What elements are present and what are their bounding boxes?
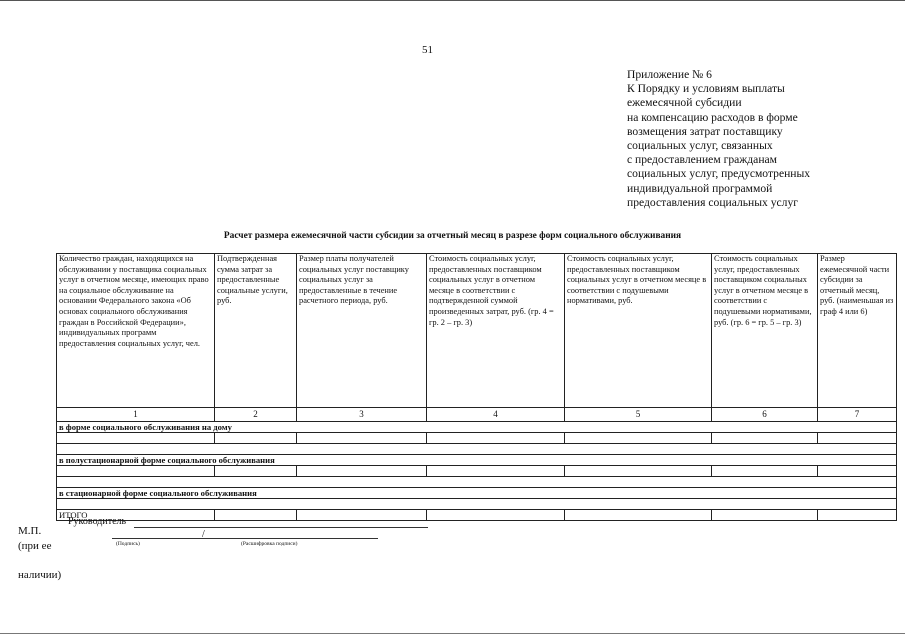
section-row-semistationary — [57, 455, 897, 466]
table-row — [57, 433, 897, 444]
section-row-stationary — [57, 488, 897, 499]
header-cell: Размер платы получателей социальных услуг поставщику социальных услуг за предоставленные в течение расчетного периода, руб. — [297, 254, 427, 408]
appendix-line: на компенсацию расходов в форме — [627, 110, 798, 124]
header-cell: Количество граждан, находящихся на обслуживании у поставщика социальных услуг в отчетном месяце, имеющих право на социальное обслуживание на основании Федерального закона «Об основах социального обслуживания граждан в Российской Федерации», индивидуальных программ предоставления социальных услуг, чел. — [57, 254, 215, 408]
table-cell — [215, 466, 297, 477]
header-cell: Стоимость социальных услуг, предоставленных поставщиком социальных услуг в отчетном месяце в соответствии с подушевыми нормативами, руб. — [565, 254, 712, 408]
column-number: 2 — [215, 408, 297, 422]
signature-underline — [112, 538, 378, 539]
header-cell: Размер ежемесячной части субсидии за отчетный месяц, руб. (наименьшая из граф 4 или 6) — [818, 254, 897, 408]
appendix-header — [627, 68, 867, 210]
section-label: в стационарной форме социального обслуживания — [57, 488, 897, 499]
table-cell — [57, 433, 215, 444]
table-cell — [712, 510, 818, 521]
column-number: 7 — [818, 408, 897, 422]
stamp-line: (при ее — [18, 540, 52, 552]
appendix-line: социальных услуг, связанных — [627, 139, 773, 153]
table-cell — [818, 466, 897, 477]
table-cell — [712, 433, 818, 444]
column-number: 5 — [565, 408, 712, 422]
head-label: Руководитель — [68, 516, 127, 527]
table-cell — [427, 433, 565, 444]
signature-decode-caption: (Расшифровка подписи) — [241, 541, 298, 547]
table-row — [57, 477, 897, 488]
table-row — [57, 499, 897, 510]
table-cell — [427, 510, 565, 521]
total-row — [57, 510, 897, 521]
appendix-line: возмещения затрат поставщику — [627, 124, 783, 138]
column-number: 6 — [712, 408, 818, 422]
appendix-line: индивидуальной программой — [627, 181, 773, 195]
section-label: в полустационарной форме социального обслуживания — [57, 455, 897, 466]
page-number: 51 — [422, 44, 433, 56]
total-label: ИТОГО — [57, 510, 215, 521]
table-cell — [57, 466, 215, 477]
column-number: 4 — [427, 408, 565, 422]
stamp-line: наличии) — [18, 569, 62, 581]
table-cell — [427, 466, 565, 477]
table-cell — [565, 510, 712, 521]
appendix-line: Приложение № 6 — [627, 68, 712, 81]
table-cell — [215, 510, 297, 521]
table-title: Расчет размера ежемесячной части субсидии за отчетный месяц в разрезе форм социального обслуживания — [223, 231, 682, 241]
table-cell — [57, 477, 897, 488]
appendix-line: ежемесячной субсидии — [627, 96, 742, 110]
stamp-label — [18, 524, 51, 554]
table-row — [57, 466, 897, 477]
signature-separator: / — [202, 529, 205, 540]
column-number-row — [57, 408, 897, 422]
table-cell — [565, 466, 712, 477]
appendix-line: с предоставлением гражданам — [627, 153, 778, 167]
section-label: в форме социального обслуживания на дому — [57, 422, 897, 433]
table-cell — [712, 466, 818, 477]
appendix-line: социальных услуг, предусмотренных — [627, 167, 811, 181]
signature-line — [134, 527, 428, 528]
bottom-border-line — [0, 633, 905, 634]
column-number: 3 — [297, 408, 427, 422]
header-cell: Подтвержденная сумма затрат за предоставленные социальные услуги, руб. — [215, 254, 297, 408]
table-cell — [215, 433, 297, 444]
signature-caption: (Подпись) — [116, 541, 140, 547]
top-border-line — [0, 0, 905, 3]
subsidy-table — [56, 253, 897, 521]
table-cell — [297, 510, 427, 521]
table-cell — [297, 433, 427, 444]
table-row — [57, 444, 897, 455]
appendix-line: К Порядку и условиям выплаты — [627, 82, 785, 96]
table-cell — [565, 433, 712, 444]
column-number: 1 — [57, 408, 215, 422]
table-cell — [818, 510, 897, 521]
table-cell — [57, 444, 897, 455]
appendix-line: предоставления социальных услуг — [627, 195, 799, 209]
table-cell — [57, 499, 897, 510]
header-cell: Стоимость социальных услуг, предоставленных поставщиком социальных услуг в отчетном месяце в соответствии с подтвержденной суммой произведенных затрат, руб. (гр. 4 = гр. 2 – гр. 3) — [427, 254, 565, 408]
table-header-row — [57, 254, 897, 408]
header-cell: Стоимость социальных услуг, предоставленных поставщиком социальных услуг в отчетном месяце в соответствии с подушевыми нормативами, руб. (гр. 6 = гр. 5 – гр. 3) — [712, 254, 818, 408]
section-row-home — [57, 422, 897, 433]
stamp-line: М.П. — [18, 525, 42, 537]
table-cell — [297, 466, 427, 477]
table-cell — [818, 433, 897, 444]
